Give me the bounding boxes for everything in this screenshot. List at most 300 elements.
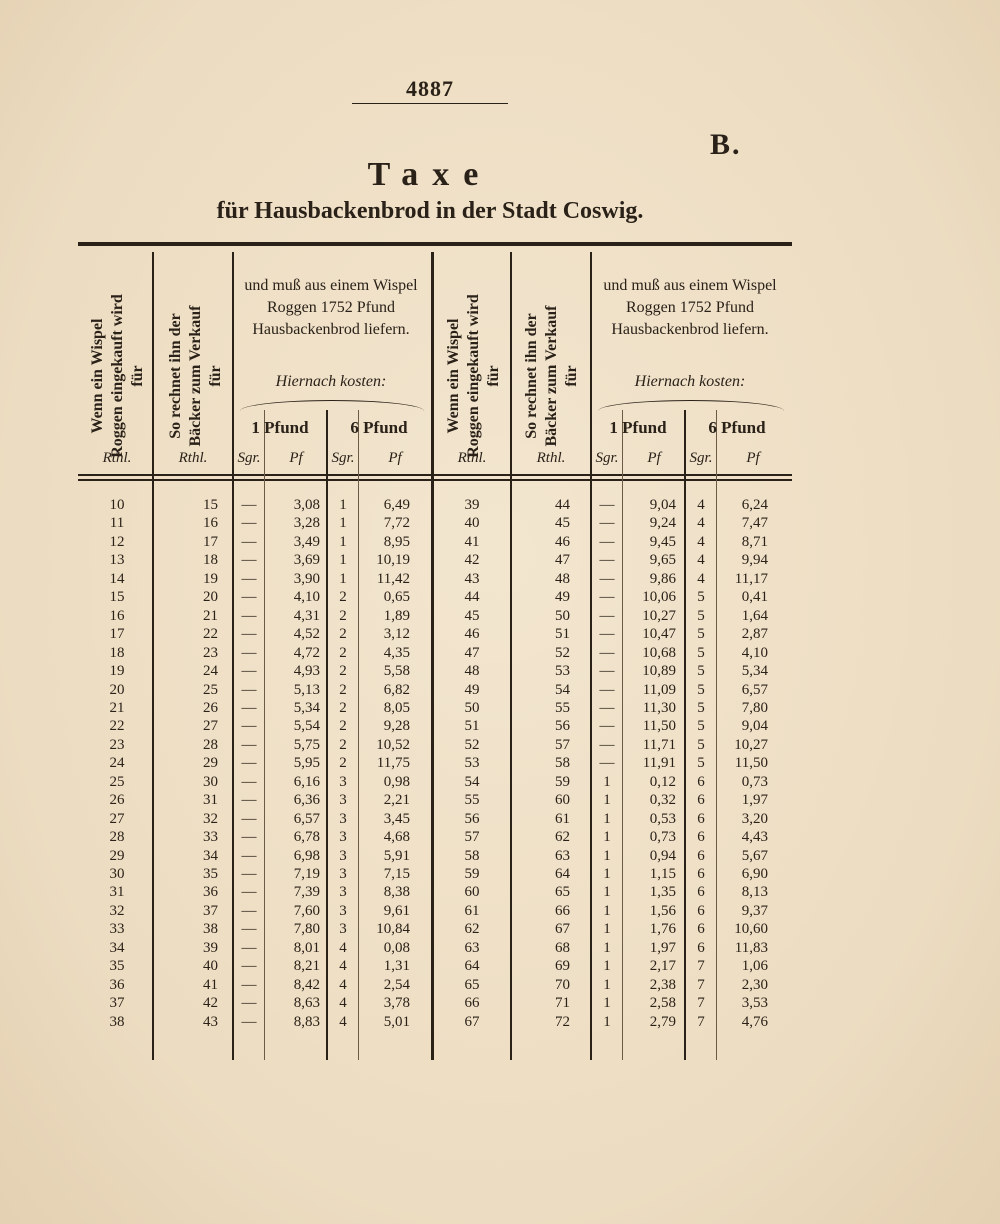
- cell-pf-1pfund: 1,76: [649, 921, 676, 938]
- table-row-right: [0, 496, 1000, 514]
- cell-bought: 21: [109, 699, 125, 716]
- cell-pf-6pfund: 3,12: [383, 626, 410, 643]
- table-row-right: [0, 939, 1000, 957]
- cell-reckon: 31: [203, 792, 218, 809]
- cell-sgr-6pfund: 6: [697, 810, 705, 827]
- unit-pf-1-right: Pf: [647, 450, 661, 466]
- cell-reckon: 55: [555, 699, 570, 716]
- table-row-right: [0, 717, 1000, 735]
- cell-pf-1pfund: 0,12: [649, 773, 676, 790]
- cell-bought: 28: [109, 829, 125, 846]
- cell-sgr-6pfund: 5: [697, 681, 705, 698]
- cell-pf-1pfund: 7,39: [293, 884, 320, 901]
- cell-sgr-6pfund: 3: [339, 810, 347, 827]
- cell-bought: 19: [109, 663, 125, 680]
- unit-sgr-6-left: Sgr.: [331, 450, 355, 466]
- table-row-right: [0, 588, 1000, 606]
- cell-bought: 13: [109, 552, 125, 569]
- cell-sgr-1pfund: —: [241, 718, 257, 735]
- cell-sgr-6pfund: 4: [339, 958, 347, 975]
- cell-bought: 23: [109, 736, 125, 753]
- cell-sgr-1pfund: 1: [603, 773, 611, 790]
- unit-sgr-1-right: Sgr.: [595, 450, 619, 466]
- cell-sgr-6pfund: 3: [339, 773, 347, 790]
- cell-pf-6pfund: 5,34: [741, 663, 768, 680]
- cell-pf-6pfund: 11,50: [734, 755, 768, 772]
- cell-reckon: 65: [555, 884, 570, 901]
- unit-rthlr-bought-right: Rthl.: [457, 450, 487, 466]
- cell-sgr-6pfund: 2: [339, 755, 347, 772]
- cell-pf-1pfund: 3,90: [293, 570, 320, 587]
- cell-pf-1pfund: 1,97: [649, 939, 676, 956]
- cell-pf-1pfund: 11,71: [642, 736, 676, 753]
- cell-bought: 53: [464, 755, 480, 772]
- cell-reckon: 48: [555, 570, 570, 587]
- cell-bought: 18: [109, 644, 125, 661]
- cell-pf-6pfund: 10,60: [734, 921, 768, 938]
- cell-sgr-6pfund: 1: [339, 533, 347, 550]
- cell-sgr-6pfund: 2: [339, 718, 347, 735]
- cell-pf-1pfund: 10,68: [642, 644, 676, 661]
- cell-sgr-1pfund: 1: [603, 792, 611, 809]
- cell-bought: 15: [109, 589, 125, 606]
- cell-sgr-1pfund: —: [599, 736, 615, 753]
- cell-pf-1pfund: 9,45: [649, 533, 676, 550]
- cell-sgr-1pfund: —: [241, 607, 257, 624]
- cell-bought: 57: [464, 829, 480, 846]
- cell-sgr-1pfund: —: [241, 589, 257, 606]
- cell-reckon: 61: [555, 810, 570, 827]
- cell-sgr-6pfund: 3: [339, 884, 347, 901]
- cell-bought: 61: [464, 902, 480, 919]
- cell-sgr-6pfund: 1: [339, 570, 347, 587]
- cell-bought: 56: [464, 810, 480, 827]
- table-row-right: [0, 625, 1000, 643]
- unit-rthlr-bought-left: Rthl.: [102, 450, 132, 466]
- cell-sgr-6pfund: 6: [697, 884, 705, 901]
- cell-sgr-6pfund: 4: [697, 552, 705, 569]
- cell-reckon: 35: [203, 866, 218, 882]
- cell-sgr-1pfund: —: [241, 644, 257, 661]
- cell-bought: 11: [109, 515, 125, 532]
- page-number-rule: [352, 103, 508, 104]
- header-brace-left: [240, 400, 424, 411]
- cell-pf-6pfund: 11,42: [376, 570, 410, 587]
- table-row-right: [0, 902, 1000, 920]
- cell-pf-6pfund: 7,72: [383, 515, 410, 532]
- cell-pf-6pfund: 2,21: [383, 792, 410, 809]
- cell-reckon: 42: [203, 995, 218, 1012]
- cell-bought: 17: [109, 626, 125, 643]
- header-reckon-right: So rechnet ihn der Bäcker zum Verkauf für: [523, 305, 580, 447]
- unit-pf-6-right: Pf: [746, 450, 760, 466]
- cell-sgr-1pfund: —: [241, 699, 257, 716]
- cell-sgr-6pfund: 7: [697, 958, 705, 975]
- cell-pf-6pfund: 3,53: [741, 995, 768, 1012]
- cell-sgr-1pfund: —: [241, 626, 257, 643]
- table-row-right: [0, 957, 1000, 975]
- cell-pf-6pfund: 2,87: [741, 626, 768, 643]
- cell-pf-1pfund: 6,98: [293, 847, 320, 864]
- cell-sgr-6pfund: 6: [697, 847, 705, 864]
- cell-pf-6pfund: 8,05: [383, 699, 410, 716]
- cell-pf-1pfund: 6,16: [293, 773, 320, 790]
- cell-pf-6pfund: 3,45: [383, 810, 410, 827]
- cell-pf-1pfund: 5,34: [293, 699, 320, 716]
- section-letter: B.: [710, 128, 742, 161]
- unit-pf-1-left: Pf: [289, 450, 303, 466]
- cell-sgr-6pfund: 5: [697, 755, 705, 772]
- cell-pf-6pfund: 6,57: [741, 681, 768, 698]
- cell-sgr-1pfund: —: [241, 681, 257, 698]
- cell-bought: 31: [109, 884, 125, 901]
- cell-sgr-1pfund: —: [241, 792, 257, 809]
- cell-bought: 65: [464, 976, 480, 993]
- cell-sgr-1pfund: —: [599, 644, 615, 661]
- cell-sgr-6pfund: 2: [339, 663, 347, 680]
- cell-sgr-1pfund: 1: [603, 847, 611, 864]
- cell-bought: 16: [109, 607, 125, 624]
- cell-pf-6pfund: 6,90: [741, 866, 768, 882]
- unit-sgr-1-left: Sgr.: [237, 450, 261, 466]
- cell-sgr-6pfund: 3: [339, 847, 347, 864]
- cell-sgr-1pfund: —: [241, 773, 257, 790]
- cell-reckon: 49: [555, 589, 570, 606]
- cell-pf-1pfund: 2,58: [649, 995, 676, 1012]
- cell-sgr-6pfund: 1: [339, 497, 347, 513]
- cell-pf-6pfund: 9,28: [383, 718, 410, 735]
- cell-reckon: 26: [203, 699, 218, 716]
- cell-bought: 30: [109, 866, 125, 882]
- cell-sgr-1pfund: —: [241, 1013, 257, 1030]
- cell-reckon: 47: [555, 552, 570, 569]
- cell-reckon: 54: [555, 681, 570, 698]
- cell-pf-1pfund: 4,72: [293, 644, 320, 661]
- cell-bought: 52: [464, 736, 480, 753]
- cell-reckon: 44: [555, 497, 570, 513]
- cell-pf-6pfund: 5,58: [383, 663, 410, 680]
- cell-sgr-1pfund: 1: [603, 829, 611, 846]
- cell-pf-6pfund: 4,10: [741, 644, 768, 661]
- cell-reckon: 60: [555, 792, 570, 809]
- cell-pf-6pfund: 1,89: [383, 607, 410, 624]
- table-row-right: [0, 920, 1000, 938]
- cell-pf-6pfund: 2,54: [383, 976, 410, 993]
- unit-rthlr-reckon-right: Rthl.: [536, 450, 566, 466]
- cell-pf-6pfund: 6,49: [383, 497, 410, 513]
- cell-reckon: 67: [555, 921, 570, 938]
- cell-sgr-6pfund: 5: [697, 663, 705, 680]
- page-number: 4887: [406, 76, 454, 101]
- cell-sgr-1pfund: —: [241, 902, 257, 919]
- cell-reckon: 45: [555, 515, 570, 532]
- cell-pf-6pfund: 1,06: [741, 958, 768, 975]
- cell-pf-1pfund: 5,75: [293, 736, 320, 753]
- cell-pf-6pfund: 5,91: [383, 847, 410, 864]
- header-6pfund-right: 6 Pfund: [708, 418, 766, 437]
- cell-sgr-1pfund: —: [599, 755, 615, 772]
- cell-sgr-6pfund: 4: [697, 533, 705, 550]
- cell-sgr-1pfund: —: [241, 939, 257, 956]
- table-row-right: [0, 570, 1000, 588]
- cell-bought: 58: [464, 847, 480, 864]
- cell-pf-6pfund: 9,61: [383, 902, 410, 919]
- cell-sgr-6pfund: 5: [697, 607, 705, 624]
- cell-pf-6pfund: 0,65: [383, 589, 410, 606]
- cell-sgr-6pfund: 5: [697, 626, 705, 643]
- cell-sgr-6pfund: 4: [697, 497, 705, 513]
- cell-pf-6pfund: 11,75: [376, 755, 410, 772]
- cell-pf-1pfund: 9,24: [649, 515, 676, 532]
- unit-sgr-6-right: Sgr.: [689, 450, 713, 466]
- cell-reckon: 33: [203, 829, 218, 846]
- cell-sgr-1pfund: —: [241, 533, 257, 550]
- cell-pf-6pfund: 11,83: [734, 939, 768, 956]
- cell-pf-1pfund: 2,38: [649, 976, 676, 993]
- header-bought-right: Wenn ein Wispel Roggen eingekauft wird für: [445, 294, 502, 458]
- cell-reckon: 36: [203, 884, 218, 901]
- cell-bought: 67: [464, 1013, 480, 1030]
- cell-sgr-6pfund: 6: [697, 902, 705, 919]
- cell-sgr-1pfund: —: [599, 515, 615, 532]
- table-row-right: [0, 551, 1000, 569]
- cell-sgr-6pfund: 4: [339, 995, 347, 1012]
- cell-sgr-1pfund: —: [599, 718, 615, 735]
- cell-sgr-6pfund: 4: [697, 570, 705, 587]
- cell-bought: 54: [464, 773, 480, 790]
- cell-sgr-1pfund: 1: [603, 884, 611, 901]
- cell-pf-6pfund: 10,52: [376, 736, 410, 753]
- cell-pf-1pfund: 11,09: [642, 681, 676, 698]
- cell-reckon: 69: [555, 958, 570, 975]
- cell-bought: 10: [109, 497, 125, 513]
- cell-pf-6pfund: 10,19: [376, 552, 410, 569]
- cell-sgr-6pfund: 7: [697, 1013, 705, 1030]
- cell-pf-1pfund: 1,35: [649, 884, 676, 901]
- cell-sgr-1pfund: 1: [603, 902, 611, 919]
- cell-sgr-1pfund: —: [241, 570, 257, 587]
- cell-pf-1pfund: 1,15: [649, 866, 676, 882]
- cell-bought: 64: [464, 958, 480, 975]
- page-subtitle: für Hausbackenbrod in der Stadt Coswig.: [216, 198, 644, 224]
- table-row-right: [0, 810, 1000, 828]
- cell-pf-1pfund: 8,42: [293, 976, 320, 993]
- cell-pf-1pfund: 9,65: [649, 552, 676, 569]
- cell-sgr-6pfund: 2: [339, 736, 347, 753]
- cell-sgr-1pfund: —: [599, 626, 615, 643]
- cell-pf-1pfund: 8,21: [293, 958, 320, 975]
- cell-sgr-6pfund: 2: [339, 681, 347, 698]
- cell-pf-1pfund: 8,63: [293, 995, 320, 1012]
- cell-reckon: 63: [555, 847, 570, 864]
- table-row-right: [0, 644, 1000, 662]
- cell-bought: 46: [464, 626, 480, 643]
- cell-reckon: 72: [555, 1013, 570, 1030]
- table-row-right: [0, 736, 1000, 754]
- cell-pf-1pfund: 0,53: [649, 810, 676, 827]
- cell-sgr-6pfund: 6: [697, 829, 705, 846]
- cell-pf-1pfund: 10,06: [642, 589, 676, 606]
- header-yield-right: und muß aus einem Wispel Roggen 1752 Pfund Hausbackenbrod liefern.: [603, 277, 777, 338]
- cell-sgr-6pfund: 7: [697, 995, 705, 1012]
- cell-pf-1pfund: 5,95: [293, 755, 320, 772]
- cell-reckon: 71: [555, 995, 570, 1012]
- table-row-right: [0, 994, 1000, 1012]
- cell-sgr-1pfund: 1: [603, 958, 611, 975]
- table-row-right: [0, 514, 1000, 532]
- cell-bought: 66: [464, 995, 480, 1012]
- cell-pf-1pfund: 5,13: [293, 681, 320, 698]
- cell-sgr-6pfund: 5: [697, 736, 705, 753]
- cell-pf-6pfund: 9,37: [741, 902, 768, 919]
- cell-sgr-6pfund: 3: [339, 792, 347, 809]
- cell-reckon: 23: [203, 644, 218, 661]
- cell-bought: 48: [464, 663, 480, 680]
- cell-bought: 44: [464, 589, 480, 606]
- cell-sgr-1pfund: —: [241, 866, 257, 882]
- cell-pf-1pfund: 10,47: [642, 626, 676, 643]
- cell-pf-1pfund: 4,52: [293, 626, 320, 643]
- cell-pf-1pfund: 10,89: [642, 663, 676, 680]
- cell-reckon: 64: [555, 866, 570, 882]
- cell-bought: 24: [109, 755, 125, 772]
- cell-bought: 51: [464, 718, 480, 735]
- cell-pf-1pfund: 5,54: [293, 718, 320, 735]
- cell-reckon: 21: [203, 607, 218, 624]
- cell-sgr-1pfund: 1: [603, 1013, 611, 1030]
- header-brace-right: [598, 400, 784, 411]
- cell-pf-6pfund: 0,73: [741, 773, 768, 790]
- cell-pf-1pfund: 0,73: [649, 829, 676, 846]
- cell-sgr-1pfund: 1: [603, 921, 611, 938]
- cell-sgr-6pfund: 5: [697, 589, 705, 606]
- cell-sgr-1pfund: —: [599, 533, 615, 550]
- header-yield-left: und muß aus einem Wispel Roggen 1752 Pfund Hausbackenbrod liefern.: [244, 277, 418, 338]
- cell-reckon: 24: [203, 663, 218, 680]
- cell-pf-1pfund: 7,60: [293, 902, 320, 919]
- cell-reckon: 57: [555, 736, 570, 753]
- cell-pf-1pfund: 4,93: [293, 663, 320, 680]
- cell-pf-1pfund: 3,49: [293, 533, 320, 550]
- cell-sgr-1pfund: —: [599, 552, 615, 569]
- cell-sgr-6pfund: 4: [339, 1013, 347, 1030]
- cell-pf-6pfund: 4,35: [383, 644, 410, 661]
- cell-reckon: 19: [203, 570, 218, 587]
- unit-pf-6-left: Pf: [388, 450, 402, 466]
- cell-sgr-6pfund: 6: [697, 866, 705, 882]
- cell-pf-6pfund: 10,84: [376, 921, 410, 938]
- cell-reckon: 46: [555, 533, 570, 550]
- cell-pf-6pfund: 7,47: [741, 515, 768, 532]
- cell-sgr-6pfund: 3: [339, 829, 347, 846]
- page-title: Taxe: [367, 156, 493, 193]
- cell-bought: 59: [464, 866, 480, 882]
- cell-pf-6pfund: 6,24: [741, 497, 768, 513]
- cell-pf-6pfund: 9,04: [741, 718, 768, 735]
- cell-reckon: 22: [203, 626, 218, 643]
- cell-bought: 12: [109, 533, 125, 550]
- cell-pf-6pfund: 8,38: [383, 884, 410, 901]
- cell-pf-6pfund: 4,68: [383, 829, 410, 846]
- header-1pfund-left: 1 Pfund: [251, 418, 309, 437]
- cell-bought: 47: [464, 644, 480, 661]
- cell-pf-6pfund: 2,30: [741, 976, 768, 993]
- cell-pf-1pfund: 8,01: [293, 939, 320, 956]
- cell-sgr-1pfund: —: [241, 552, 257, 569]
- cell-pf-1pfund: 10,27: [642, 607, 676, 624]
- cell-pf-1pfund: 2,79: [649, 1013, 676, 1030]
- cell-sgr-6pfund: 7: [697, 976, 705, 993]
- cell-pf-6pfund: 5,67: [741, 847, 768, 864]
- cell-pf-6pfund: 9,94: [741, 552, 768, 569]
- cell-reckon: 37: [203, 902, 218, 919]
- cell-sgr-6pfund: 3: [339, 866, 347, 882]
- cell-pf-1pfund: 11,30: [642, 699, 676, 716]
- table-row-right: [0, 1013, 1000, 1031]
- cell-pf-6pfund: 1,64: [741, 607, 768, 624]
- cell-sgr-6pfund: 5: [697, 644, 705, 661]
- cell-pf-6pfund: 3,78: [383, 995, 410, 1012]
- cell-bought: 42: [464, 552, 480, 569]
- cell-bought: 38: [109, 1013, 125, 1030]
- cell-sgr-6pfund: 6: [697, 939, 705, 956]
- cell-pf-1pfund: 9,04: [649, 497, 676, 513]
- cell-reckon: 25: [203, 681, 218, 698]
- header-cost-right: Hiernach kosten:: [634, 373, 746, 390]
- cell-reckon: 18: [203, 552, 218, 569]
- cell-pf-6pfund: 8,71: [741, 533, 768, 550]
- cell-reckon: 29: [203, 755, 218, 772]
- cell-sgr-6pfund: 4: [697, 515, 705, 532]
- cell-reckon: 17: [203, 533, 218, 550]
- cell-sgr-1pfund: —: [599, 699, 615, 716]
- cell-reckon: 62: [555, 829, 570, 846]
- cell-pf-1pfund: 1,56: [649, 902, 676, 919]
- cell-bought: 41: [464, 533, 480, 550]
- cell-reckon: 39: [203, 939, 218, 956]
- cell-pf-6pfund: 6,82: [383, 681, 410, 698]
- cell-sgr-6pfund: 2: [339, 626, 347, 643]
- cell-pf-1pfund: 2,17: [649, 958, 676, 975]
- cell-pf-6pfund: 4,43: [741, 829, 768, 846]
- cell-bought: 62: [464, 921, 480, 938]
- cell-sgr-1pfund: —: [241, 995, 257, 1012]
- cell-bought: 20: [109, 681, 125, 698]
- cell-bought: 43: [464, 570, 480, 587]
- cell-sgr-1pfund: —: [241, 884, 257, 901]
- cell-reckon: 41: [203, 976, 218, 993]
- cell-sgr-1pfund: —: [599, 570, 615, 587]
- cell-pf-1pfund: 9,86: [649, 570, 676, 587]
- cell-bought: 27: [109, 810, 125, 827]
- cell-reckon: 56: [555, 718, 570, 735]
- cell-pf-6pfund: 4,76: [741, 1013, 768, 1030]
- cell-pf-6pfund: 5,01: [383, 1013, 410, 1030]
- cell-sgr-1pfund: —: [241, 515, 257, 532]
- cell-sgr-6pfund: 2: [339, 589, 347, 606]
- cell-sgr-1pfund: —: [241, 976, 257, 993]
- cell-sgr-1pfund: —: [241, 497, 257, 513]
- cell-sgr-1pfund: 1: [603, 866, 611, 882]
- cell-pf-6pfund: 0,08: [383, 939, 410, 956]
- cell-pf-6pfund: 3,20: [741, 810, 768, 827]
- cell-reckon: 50: [555, 607, 570, 624]
- cell-pf-1pfund: 3,69: [293, 552, 320, 569]
- cell-reckon: 66: [555, 902, 570, 919]
- cell-sgr-1pfund: —: [241, 958, 257, 975]
- table-row-right: [0, 681, 1000, 699]
- cell-bought: 63: [464, 939, 480, 956]
